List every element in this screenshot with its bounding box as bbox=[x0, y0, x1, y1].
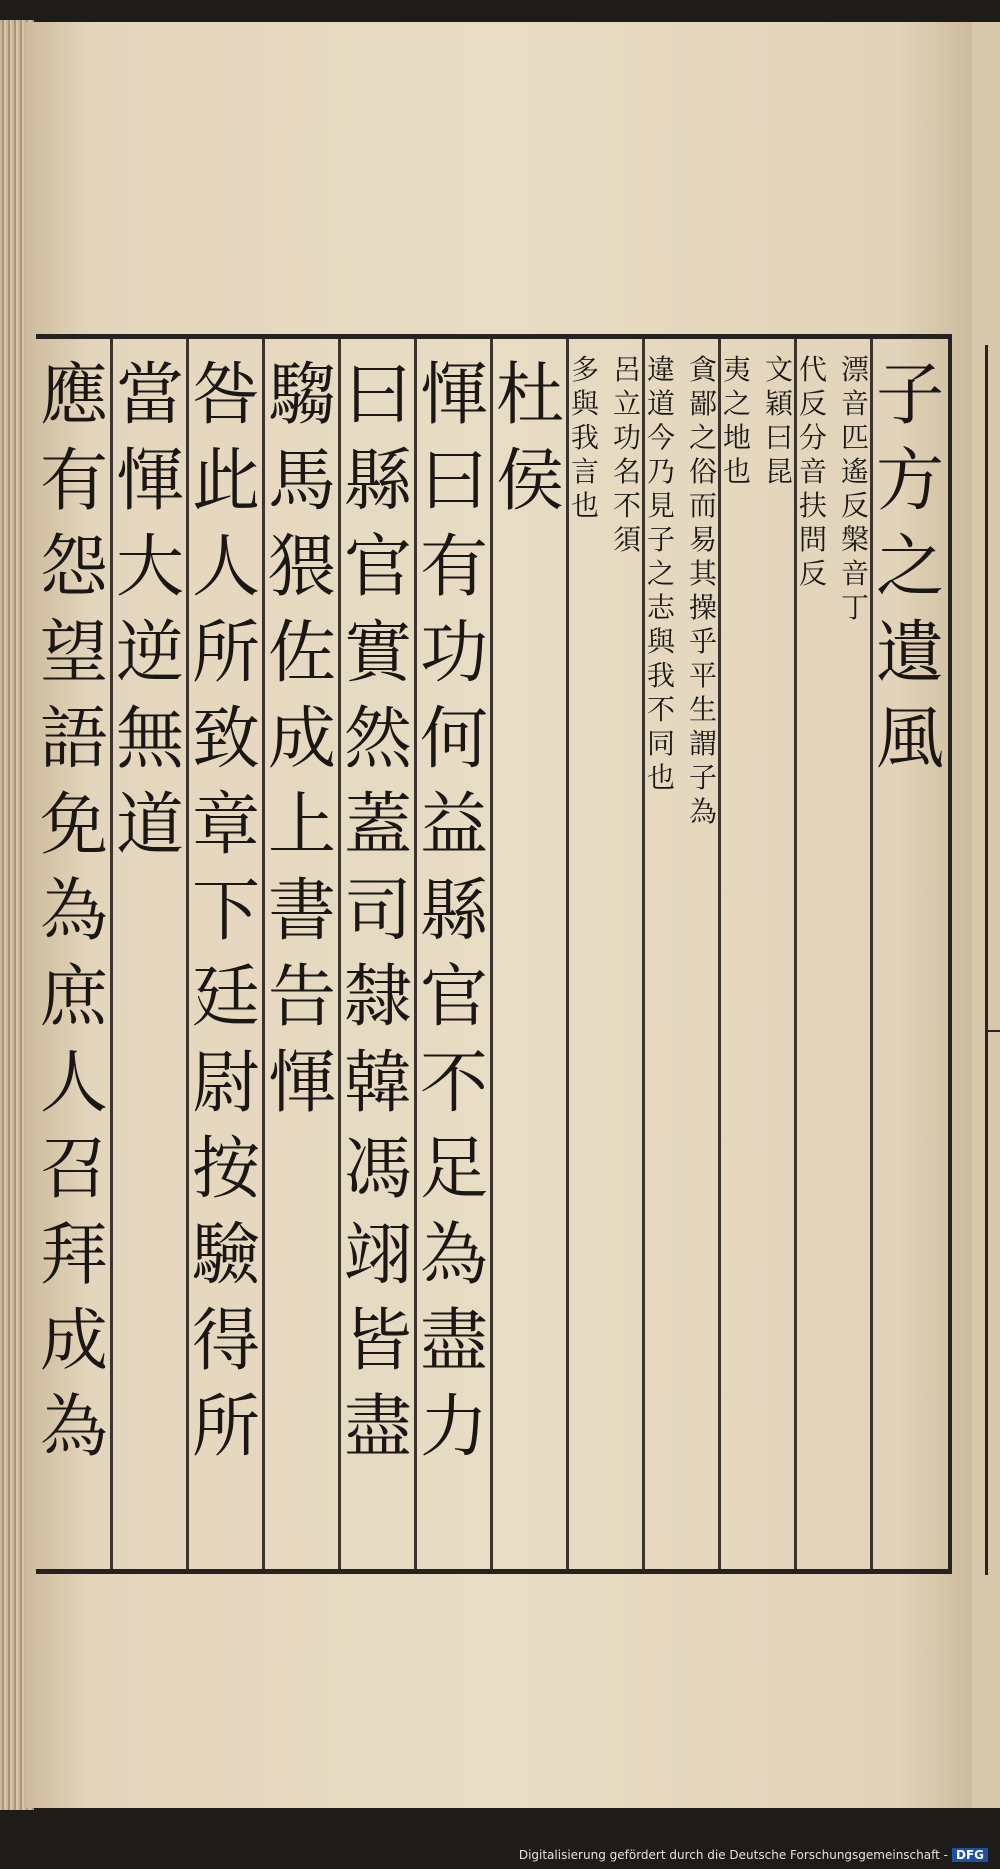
annotation bbox=[565, 353, 647, 557]
column-rule bbox=[338, 339, 341, 1569]
column-rule bbox=[110, 339, 113, 1569]
footer-text: Digitalisierung gefördert durch die Deutsche Forschungsgemeinschaft - bbox=[518, 1848, 948, 1862]
text-column bbox=[109, 353, 191, 869]
annotation-line: 呂立功名不須 bbox=[612, 353, 641, 556]
annotation bbox=[793, 353, 875, 625]
annotation-line: 多與我言也 bbox=[570, 353, 599, 522]
column-rule bbox=[490, 339, 493, 1569]
annotation bbox=[717, 353, 799, 489]
next-page-frame-rule bbox=[985, 1030, 1000, 1032]
column-rule bbox=[794, 339, 797, 1569]
main-text: 當惲大逆無道 bbox=[115, 356, 184, 865]
annotation-line: 文穎曰昆 bbox=[764, 353, 793, 488]
annotation-line: 代反分音扶問反 bbox=[798, 353, 827, 590]
text-column bbox=[793, 353, 875, 625]
column-rule bbox=[414, 339, 417, 1569]
column-rule bbox=[870, 339, 873, 1569]
column-rule bbox=[566, 339, 569, 1569]
text-column bbox=[185, 353, 267, 1471]
main-text: 咎此人所致章下廷尉按驗得所 bbox=[191, 356, 260, 1467]
annotation-line: 違道今乃見子之志與我不同也 bbox=[646, 353, 675, 794]
text-column bbox=[717, 353, 799, 489]
column-rule bbox=[262, 339, 265, 1569]
annotation-line: 貪鄙之俗而易其操乎平生謂子為 bbox=[688, 353, 717, 828]
column-rule bbox=[186, 339, 189, 1569]
annotation bbox=[641, 353, 723, 829]
text-column bbox=[261, 353, 343, 1127]
main-text: 騶馬猥佐成上書告惲 bbox=[267, 356, 336, 1123]
text-frame bbox=[36, 334, 952, 1574]
annotation-line: 漂音匹遙反槃音丁 bbox=[840, 353, 869, 624]
column-rule bbox=[642, 339, 645, 1569]
text-column bbox=[565, 353, 647, 557]
main-text: 應有怨望語免為庶人召拜成為 bbox=[39, 356, 108, 1467]
text-column bbox=[489, 353, 571, 525]
text-column bbox=[641, 353, 723, 829]
main-text: 子方之遺風 bbox=[875, 356, 944, 779]
main-text: 惲曰有功何益縣官不足為盡力 bbox=[419, 356, 488, 1467]
text-column bbox=[413, 353, 495, 1471]
text-column bbox=[33, 353, 115, 1471]
main-text: 曰縣官實然蓋司隸韓馮翊皆盡 bbox=[343, 356, 412, 1467]
column-rule bbox=[718, 339, 721, 1569]
dfg-logo: DFG bbox=[952, 1848, 988, 1862]
digitization-footer bbox=[519, 1848, 988, 1862]
main-text: 杜侯 bbox=[495, 356, 564, 521]
text-column bbox=[869, 353, 951, 783]
text-column bbox=[337, 353, 419, 1471]
next-page-frame bbox=[985, 345, 1000, 1575]
annotation-line: 夷之地也 bbox=[722, 353, 751, 488]
